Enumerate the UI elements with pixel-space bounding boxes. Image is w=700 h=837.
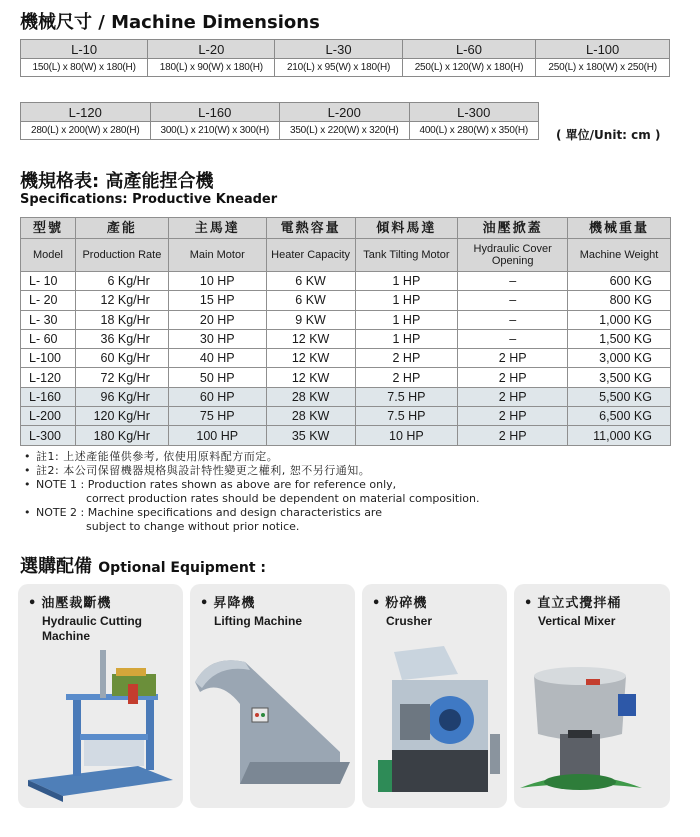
table-row xyxy=(21,310,671,329)
size-cell: 300(L) x 210(W) x 300(H) xyxy=(150,122,280,140)
table-cell: 60 HP xyxy=(168,387,266,406)
table-row xyxy=(21,349,671,368)
table-cell: 6 KW xyxy=(266,291,355,310)
size-cell: 280(L) x 200(W) x 280(H) xyxy=(21,122,151,140)
specs-body xyxy=(21,272,671,446)
table-cell: 18 Kg/Hr xyxy=(75,310,168,329)
model-cell: L-120 xyxy=(21,103,151,122)
header-zh-cell: 主馬達 xyxy=(168,218,266,239)
specs-title xyxy=(20,172,277,208)
equipment-zh-label: • 油壓裁斷機 xyxy=(28,592,111,611)
specs-header-en-row xyxy=(21,239,671,272)
note-zh-2: • 註2: 本公司保留機器規格與設計特性變更之權利, 恕不另行通知。 xyxy=(24,464,684,478)
specs-title-zh: 機規格表: 高產能捏合機 xyxy=(20,171,214,192)
table-cell: L- 30 xyxy=(21,310,76,329)
table-cell: 10 HP xyxy=(355,426,458,445)
table-cell: 1 HP xyxy=(355,291,458,310)
table-cell: 2 HP xyxy=(458,387,568,406)
dimensions-size-row xyxy=(21,122,539,140)
table-cell: 2 HP xyxy=(458,368,568,387)
table-cell: L-300 xyxy=(21,426,76,445)
table-cell: L-160 xyxy=(21,387,76,406)
table-cell: 20 HP xyxy=(168,310,266,329)
table-cell: L- 20 xyxy=(21,291,76,310)
table-row xyxy=(21,426,671,445)
size-cell: 250(L) x 180(W) x 250(H) xyxy=(536,59,670,77)
table-cell: 72 Kg/Hr xyxy=(75,368,168,387)
table-cell: 7.5 HP xyxy=(355,387,458,406)
table-cell: 2 HP xyxy=(458,349,568,368)
equipment-zh-label: • 昇降機 xyxy=(200,592,255,611)
table-cell: L-120 xyxy=(21,368,76,387)
model-cell: L-200 xyxy=(280,103,410,122)
dimensions-model-row xyxy=(21,40,670,59)
table-cell: 50 HP xyxy=(168,368,266,387)
header-zh-cell: 電熱容量 xyxy=(266,218,355,239)
dimensions-title: 機械尺寸 / Machine Dimensions xyxy=(20,12,320,33)
equipment-en-label: Crusher xyxy=(386,614,433,628)
table-cell: – xyxy=(458,272,568,291)
table-cell: 1,000 KG xyxy=(568,310,671,329)
table-cell: 1,500 KG xyxy=(568,329,671,348)
header-en-cell: Production Rate xyxy=(75,239,168,272)
table-cell: 12 KW xyxy=(266,329,355,348)
table-cell: 7.5 HP xyxy=(355,407,458,426)
table-cell: 96 Kg/Hr xyxy=(75,387,168,406)
table-row xyxy=(21,387,671,406)
table-cell: 6 Kg/Hr xyxy=(75,272,168,291)
table-cell: 60 Kg/Hr xyxy=(75,349,168,368)
table-cell: – xyxy=(458,291,568,310)
table-cell: 100 HP xyxy=(168,426,266,445)
table-cell: 600 KG xyxy=(568,272,671,291)
model-cell: L-160 xyxy=(150,103,280,122)
header-en-cell: Main Motor xyxy=(168,239,266,272)
model-cell: L-100 xyxy=(536,40,670,59)
table-cell: 10 HP xyxy=(168,272,266,291)
dimensions-table-1 xyxy=(20,39,670,77)
table-cell: – xyxy=(458,329,568,348)
equipment-title xyxy=(20,552,266,578)
table-cell: 3,500 KG xyxy=(568,368,671,387)
table-cell: 9 KW xyxy=(266,310,355,329)
size-cell: 350(L) x 220(W) x 320(H) xyxy=(280,122,410,140)
table-cell: 35 KW xyxy=(266,426,355,445)
table-cell: 12 Kg/Hr xyxy=(75,291,168,310)
header-zh-cell: 傾料馬達 xyxy=(355,218,458,239)
table-cell: 3,000 KG xyxy=(568,349,671,368)
equipment-en-label: Lifting Machine xyxy=(214,614,302,628)
model-cell: L-60 xyxy=(402,40,536,59)
table-cell: 2 HP xyxy=(355,349,458,368)
table-cell: 6,500 KG xyxy=(568,407,671,426)
table-cell: 28 KW xyxy=(266,407,355,426)
table-cell: L- 10 xyxy=(21,272,76,291)
table-cell: 36 Kg/Hr xyxy=(75,329,168,348)
equipment-zh-label: • 粉碎機 xyxy=(372,592,427,611)
table-cell: 180 Kg/Hr xyxy=(75,426,168,445)
model-cell: L-10 xyxy=(21,40,148,59)
note-en-2 xyxy=(24,506,684,520)
equipment-title-zh: 選購配備 xyxy=(20,556,92,577)
equipment-title-en: Optional Equipment : xyxy=(98,560,266,576)
header-en-cell: Model xyxy=(21,239,76,272)
table-cell: 1 HP xyxy=(355,310,458,329)
header-zh-cell: 產能 xyxy=(75,218,168,239)
note-text: Production rates shown as above are for reference only, xyxy=(87,478,397,491)
table-cell: 28 KW xyxy=(266,387,355,406)
header-zh-cell: 機械重量 xyxy=(568,218,671,239)
dimensions-size-row xyxy=(21,59,670,77)
table-cell: 12 KW xyxy=(266,349,355,368)
equipment-en-label: Hydraulic Cutting Machine xyxy=(42,614,143,643)
size-cell: 250(L) x 120(W) x 180(H) xyxy=(402,59,536,77)
equipment-card-hydraulic-cutting xyxy=(18,584,183,808)
table-row xyxy=(21,329,671,348)
specs-title-en: Specifications: Productive Kneader xyxy=(20,192,278,207)
dimensions-table-2 xyxy=(20,102,539,140)
header-en-cell: Machine Weight xyxy=(568,239,671,272)
table-cell: 1 HP xyxy=(355,329,458,348)
table-row xyxy=(21,368,671,387)
table-cell: 800 KG xyxy=(568,291,671,310)
specs-header-zh-row xyxy=(21,218,671,239)
table-cell: 40 HP xyxy=(168,349,266,368)
table-cell: 12 KW xyxy=(266,368,355,387)
header-zh-cell: 油壓掀蓋 xyxy=(458,218,568,239)
equipment-card-crusher xyxy=(362,584,507,808)
table-row xyxy=(21,272,671,291)
table-cell: L-200 xyxy=(21,407,76,426)
note-en-2-cont: subject to change without prior notice. xyxy=(86,520,300,533)
model-cell: L-20 xyxy=(148,40,275,59)
table-cell: – xyxy=(458,310,568,329)
table-cell: 2 HP xyxy=(458,426,568,445)
note-label: NOTE 2 : xyxy=(36,506,85,519)
note-text: Machine specifications and design characteristics are xyxy=(87,506,382,519)
note-en-1 xyxy=(24,478,684,492)
dimensions-model-row xyxy=(21,103,539,122)
note-en-1-cont: correct production rates should be dependent on material composition. xyxy=(86,492,480,505)
note-zh-1: • 註1: 上述產能僅供參考, 依使用原料配方而定。 xyxy=(24,450,684,464)
size-cell: 180(L) x 90(W) x 180(H) xyxy=(148,59,275,77)
table-cell: 1 HP xyxy=(355,272,458,291)
header-en-cell: Hydraulic Cover Opening xyxy=(458,239,568,272)
table-cell: L- 60 xyxy=(21,329,76,348)
header-en-cell: Tank Tilting Motor xyxy=(355,239,458,272)
model-cell: L-30 xyxy=(275,40,402,59)
table-cell: 30 HP xyxy=(168,329,266,348)
table-row xyxy=(21,291,671,310)
size-cell: 210(L) x 95(W) x 180(H) xyxy=(275,59,402,77)
table-row xyxy=(21,407,671,426)
size-cell: 400(L) x 280(W) x 350(H) xyxy=(409,122,539,140)
table-cell: 6 KW xyxy=(266,272,355,291)
table-cell: 75 HP xyxy=(168,407,266,426)
note-label: NOTE 1 : xyxy=(36,478,85,491)
unit-label: ( 單位/Unit: cm ) xyxy=(556,128,661,142)
equipment-zh-label: • 直立式攪拌桶 xyxy=(524,592,621,611)
table-cell: 15 HP xyxy=(168,291,266,310)
header-en-cell: Heater Capacity xyxy=(266,239,355,272)
model-cell: L-300 xyxy=(409,103,539,122)
equipment-en-label: Vertical Mixer xyxy=(538,614,616,628)
table-cell: 120 Kg/Hr xyxy=(75,407,168,426)
table-cell: 5,500 KG xyxy=(568,387,671,406)
notes xyxy=(24,450,684,534)
table-cell: 2 HP xyxy=(355,368,458,387)
table-cell: 11,000 KG xyxy=(568,426,671,445)
specs-table xyxy=(20,217,671,446)
table-cell: 2 HP xyxy=(458,407,568,426)
equipment-card-vertical-mixer xyxy=(514,584,670,808)
equipment-card-lifting xyxy=(190,584,355,808)
table-cell: L-100 xyxy=(21,349,76,368)
header-zh-cell: 型號 xyxy=(21,218,76,239)
size-cell: 150(L) x 80(W) x 180(H) xyxy=(21,59,148,77)
